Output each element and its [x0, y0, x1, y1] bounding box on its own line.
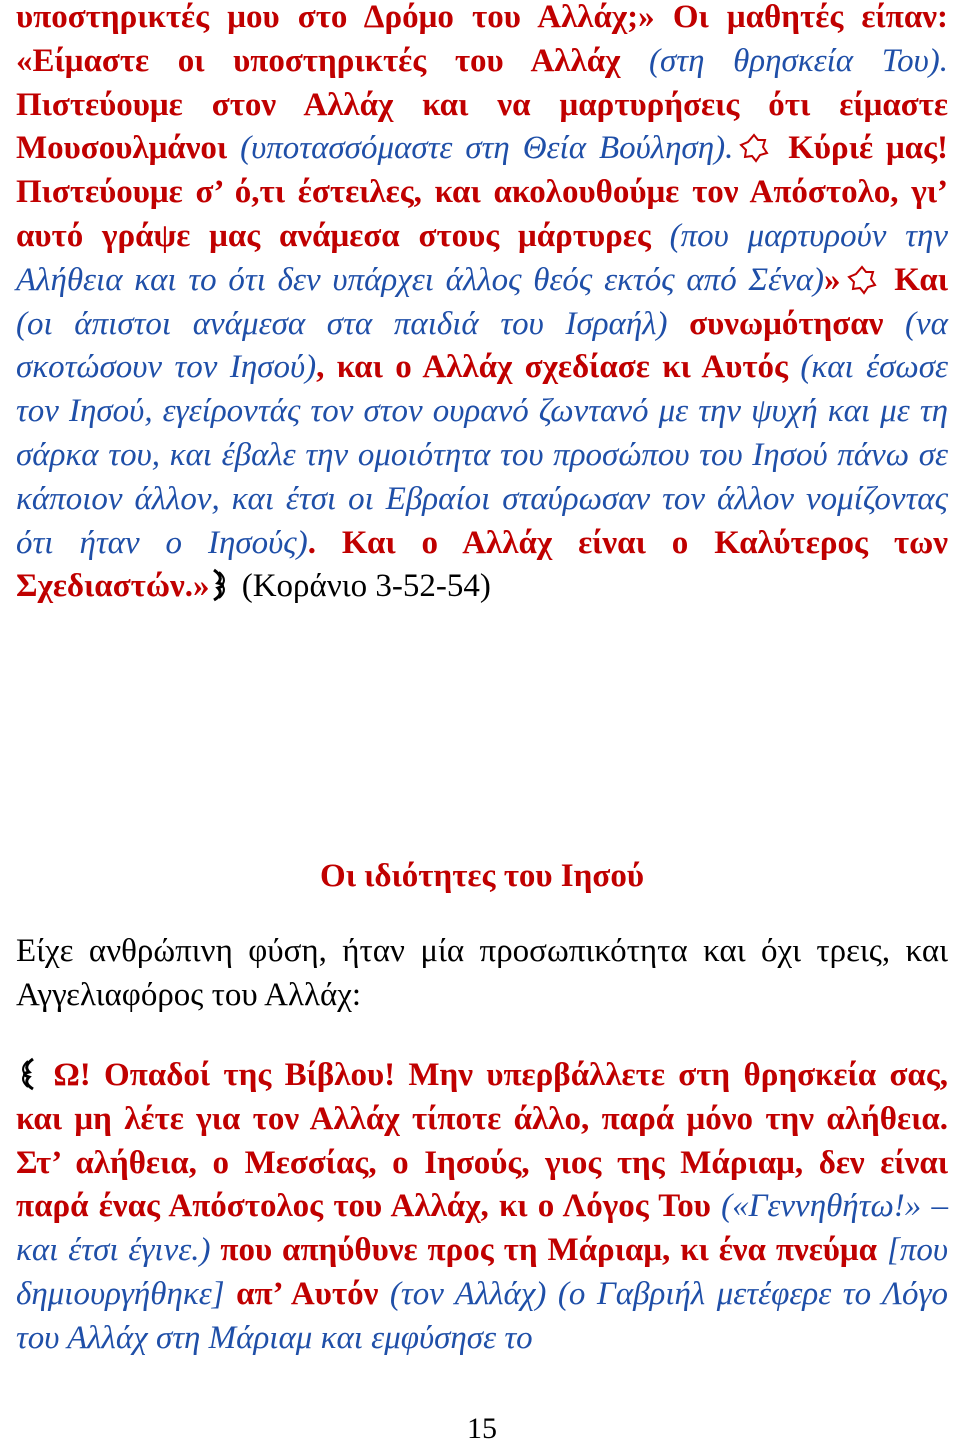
- reference-text: (Κοράνιο 3-52-54): [233, 568, 491, 605]
- commentary-text: (και έσωσε τον Ιησού, εγείροντάς τον στον ουρανό ζωντανό με την ψυχή και με τη σάρκα του, και έβαλε την ομοιότητα του προσώπου του Ιησού πάνω σε κάποιον άλλον, και έτσι οι Εβραίοι σταύρωσαν τον άλλον νομίζοντας ότι ήταν ο Ιησούς): [16, 349, 948, 561]
- section-heading: Οι ιδιότητες του Ιησού: [320, 858, 644, 894]
- document-page: [16, 0, 948, 1445]
- commentary-text: (που μαρτυρούν την Αλήθεια και το ότι δεν υπάρχει άλλος θεός εκτός από Σένα): [16, 217, 948, 298]
- paragraph-quran-3-52-54: [16, 0, 948, 609]
- quran-open-bracket-icon: [18, 1057, 36, 1091]
- page-number: 15: [467, 1412, 497, 1445]
- quran-text: . Και ο Αλλάχ είναι ο Καλύτερος των Σχεδιαστών.»: [16, 524, 948, 605]
- commentary-text: (οι άπιστοι ανάμεσα στα παιδιά του Ισραήλ): [16, 305, 668, 342]
- quran-text: που απηύθυνε προς τη Μάριαμ, κι ένα πνεύμα: [210, 1232, 887, 1269]
- quran-text: , και ο Αλλάχ σχεδίασε κι Αυτός: [316, 349, 801, 386]
- commentary-text: («Γεννηθήτω!» –και έτσι έγινε.): [16, 1188, 948, 1269]
- quran-text: Και: [882, 261, 948, 298]
- quran-text: συνωμότησαν: [667, 305, 906, 342]
- commentary-text: (στη θρησκεία Του).: [649, 42, 948, 79]
- commentary-text: [που δημιουργήθηκε]: [16, 1232, 949, 1312]
- quran-close-bracket-icon: [211, 568, 229, 602]
- quran-text: »: [824, 261, 841, 298]
- quran-text: Πιστεύουμε στον Αλλάχ και να μαρτυρήσεις ότι είμαστε Μουσουλμάνοι: [16, 86, 948, 167]
- verse-separator-icon: [847, 265, 877, 295]
- verse-separator-icon: [739, 133, 769, 163]
- paragraph-intro: Είχε ανθρώπινη φύση, ήταν μία προσωπικότητα και όχι τρεις, και Αγγελιαφόρος του Αλλάχ:: [16, 933, 948, 1013]
- quran-text: υποστηρικτές μου στο Δρόμο του Αλλάχ;» Οι μαθητές είπαν: «Είμαστε οι υποστηρικτές του Αλλάχ: [16, 0, 948, 79]
- commentary-text: (τον Αλλάχ) (ο Γαβριήλ μετέφερε το Λόγο του Αλλάχ στη Μάριαμ και εμφύσησε το: [16, 1275, 948, 1356]
- paragraph-quran-4-171: [16, 1054, 948, 1361]
- quran-text: απ’ Αυτόν: [224, 1275, 390, 1312]
- quran-text: Ω! Οπαδοί της Βίβλου! Μην υπερβάλλετε στη θρησκεία σας, και μη λέτε για τον Αλλάχ τίποτε άλλο, παρά μόνο την αλήθεια. Στ’ αλήθεια, ο Μεσσίας, ο Ιησούς, γιος της Μάριαμ, δεν είναι παρά ένας Απόστολος του Αλλάχ, κι ο Λόγος Του: [16, 1057, 948, 1225]
- quran-text: Κύριέ μας! Πιστεύουμε σ’ ό,τι έστειλες, και ακολουθούμε τον Απόστολο, γι’ αυτό γράψε μας ανάμεσα στους μάρτυρες: [16, 130, 948, 254]
- commentary-text: (υποτασσόμαστε στη Θεία Βούληση).: [240, 130, 734, 167]
- commentary-text: (να σκοτώσουν τον Ιησού): [16, 305, 948, 386]
